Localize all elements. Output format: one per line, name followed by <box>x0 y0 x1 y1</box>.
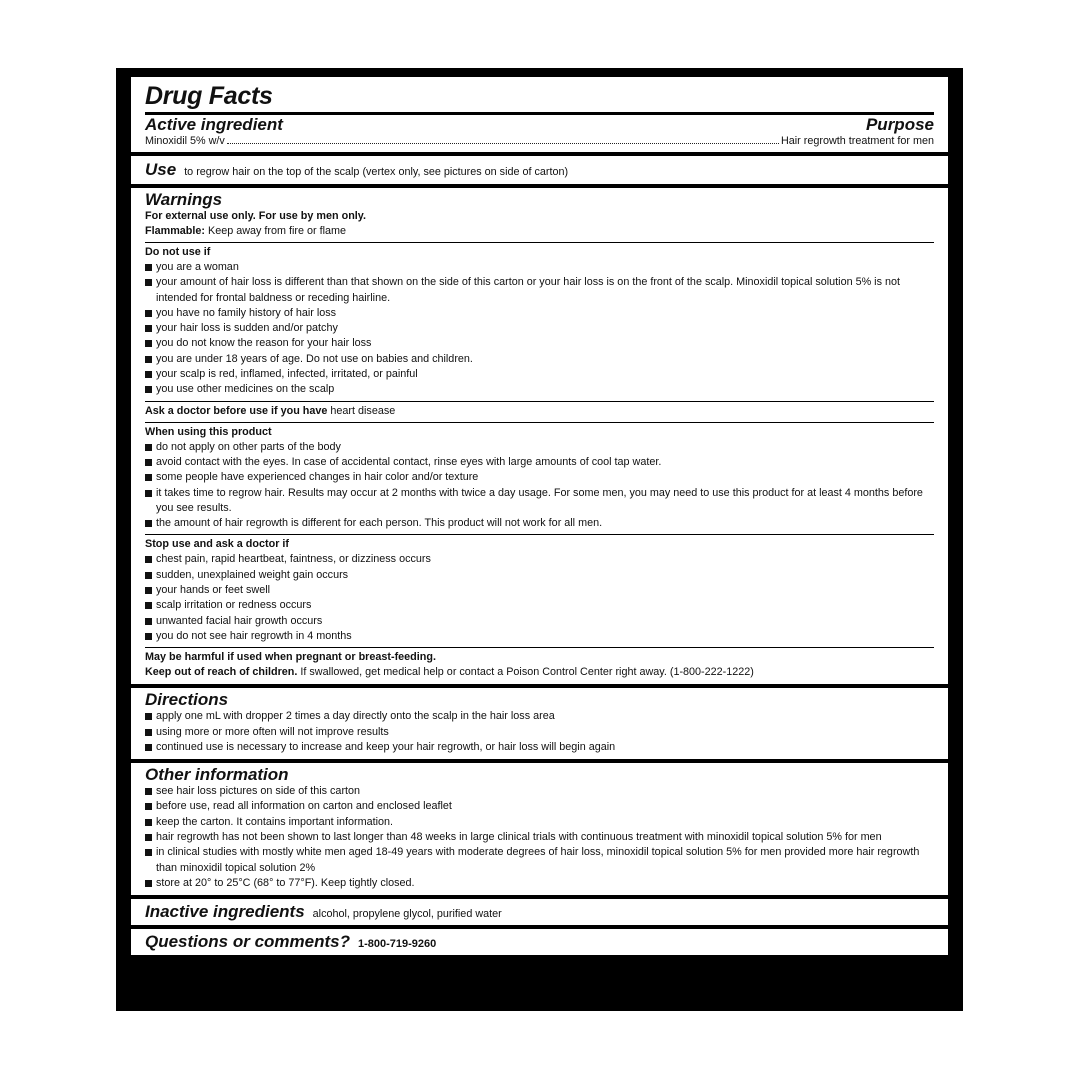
questions-heading: Questions or comments? <box>145 932 350 952</box>
list-item: scalp irritation or redness occurs <box>145 598 934 613</box>
list-item: before use, read all information on carton and enclosed leaflet <box>145 799 934 814</box>
active-ingredient-heading: Active ingredient <box>145 115 283 134</box>
when-using-list <box>145 440 934 532</box>
other-information-box <box>131 763 948 895</box>
inactive-ingredients-box <box>131 899 948 925</box>
section-rule <box>145 534 934 535</box>
flammable-warning <box>145 224 934 239</box>
inactive-row <box>145 903 934 921</box>
ingredient-purpose: Hair regrowth treatment for men <box>780 135 934 147</box>
warnings-heading: Warnings <box>145 190 223 209</box>
list-item: apply one mL with dropper 2 times a day directly onto the scalp in the hair loss area <box>145 709 934 724</box>
stop-use-heading: Stop use and ask a doctor if <box>145 538 289 551</box>
ask-doctor-row <box>145 404 934 419</box>
use-row <box>145 161 934 179</box>
list-item: your hair loss is sudden and/or patchy <box>145 321 934 336</box>
ask-doctor-text: heart disease <box>330 404 396 417</box>
list-item: you do not know the reason for your hair loss <box>145 336 934 351</box>
flammable-text: Keep away from fire or flame <box>208 225 347 237</box>
do-not-use-list <box>145 260 934 398</box>
list-item: chest pain, rapid heartbeat, faintness, or dizziness occurs <box>145 552 934 567</box>
keep-out-row <box>145 665 934 680</box>
inactive-text: alcohol, propylene glycol, purified water <box>312 908 502 921</box>
list-item: see hair loss pictures on side of this carton <box>145 784 934 799</box>
purpose-heading: Purpose <box>865 115 934 134</box>
list-item: in clinical studies with mostly white men aged 18-49 years with moderate degrees of hair loss, minoxidil topical solution 5% for men provided more hair regrowth than minoxidil topical solution 2% <box>145 845 934 876</box>
dot-leader <box>227 143 779 144</box>
questions-box <box>131 929 948 955</box>
list-item: sudden, unexplained weight gain occurs <box>145 568 934 583</box>
list-item: you use other medicines on the scalp <box>145 382 934 397</box>
keep-out-text: If swallowed, get medical help or contact a Poison Control Center right away. (1-800-222-1222) <box>300 666 754 679</box>
ingredient-name: Minoxidil 5% w/v <box>145 135 225 147</box>
drug-facts-title: Drug Facts <box>145 82 273 110</box>
directions-box <box>131 688 948 759</box>
drug-facts-panel <box>116 68 963 1011</box>
warnings-box <box>131 188 948 684</box>
ingredient-row <box>145 134 934 148</box>
list-item: you are under 18 years of age. Do not use on babies and children. <box>145 352 934 367</box>
list-item: you have no family history of hair loss <box>145 306 934 321</box>
use-box <box>131 156 948 184</box>
list-item: avoid contact with the eyes. In case of accidental contact, rinse eyes with large amounts of cool tap water. <box>145 455 934 470</box>
when-using-heading: When using this product <box>145 425 272 438</box>
list-item: unwanted facial hair growth occurs <box>145 614 934 629</box>
list-item: the amount of hair regrowth is different for each person. This product will not work for all men. <box>145 516 934 531</box>
active-ingredient-box <box>131 77 948 152</box>
list-item: your amount of hair loss is different than that shown on the side of this carton or your hair loss is on the front of the scalp. Minoxidil topical solution 5% is not intended for frontal baldness or receding hairline. <box>145 275 934 306</box>
active-purpose-header <box>145 116 934 134</box>
ask-doctor-label: Ask a doctor before use if you have <box>145 404 328 417</box>
keep-out-label: Keep out of reach of children. <box>145 666 298 679</box>
directions-list <box>145 709 934 755</box>
list-item: store at 20° to 25°C (68° to 77°F). Keep tightly closed. <box>145 876 934 891</box>
list-item: continued use is necessary to increase and keep your hair regrowth, or hair loss will begin again <box>145 740 934 755</box>
list-item: your hands or feet swell <box>145 583 934 598</box>
inactive-heading: Inactive ingredients <box>145 902 305 922</box>
external-use-warning: For external use only. For use by men only. <box>145 210 366 222</box>
section-rule <box>145 647 934 648</box>
section-rule <box>145 422 934 423</box>
pregnancy-warning: May be harmful if used when pregnant or breast-feeding. <box>145 651 436 664</box>
list-item: hair regrowth has not been shown to last longer than 48 weeks in large clinical trials with continuous treatment with minoxidil topical solution 5% for men <box>145 830 934 845</box>
list-item: some people have experienced changes in hair color and/or texture <box>145 470 934 485</box>
use-text: to regrow hair on the top of the scalp (vertex only, see pictures on side of carton) <box>184 166 569 178</box>
list-item: your scalp is red, inflamed, infected, irritated, or painful <box>145 367 934 382</box>
list-item: using more or more often will not improve results <box>145 725 934 740</box>
stop-use-list <box>145 552 934 644</box>
directions-heading: Directions <box>145 690 229 710</box>
do-not-use-heading: Do not use if <box>145 246 211 258</box>
list-item: keep the carton. It contains important information. <box>145 815 934 830</box>
flammable-label: Flammable: <box>145 225 205 237</box>
questions-phone: 1-800-719-9260 <box>357 938 437 951</box>
list-item: you do not see hair regrowth in 4 months <box>145 629 934 644</box>
use-heading: Use <box>145 160 177 179</box>
other-information-list <box>145 784 934 891</box>
other-information-heading: Other information <box>145 765 289 785</box>
questions-row <box>145 933 934 951</box>
list-item: do not apply on other parts of the body <box>145 440 934 455</box>
section-rule <box>145 401 934 402</box>
list-item: you are a woman <box>145 260 934 275</box>
section-rule <box>145 242 934 243</box>
list-item: it takes time to regrow hair. Results may occur at 2 months with twice a day usage. For some men, you may need to use this product for at least 4 months before you see results. <box>145 486 934 517</box>
